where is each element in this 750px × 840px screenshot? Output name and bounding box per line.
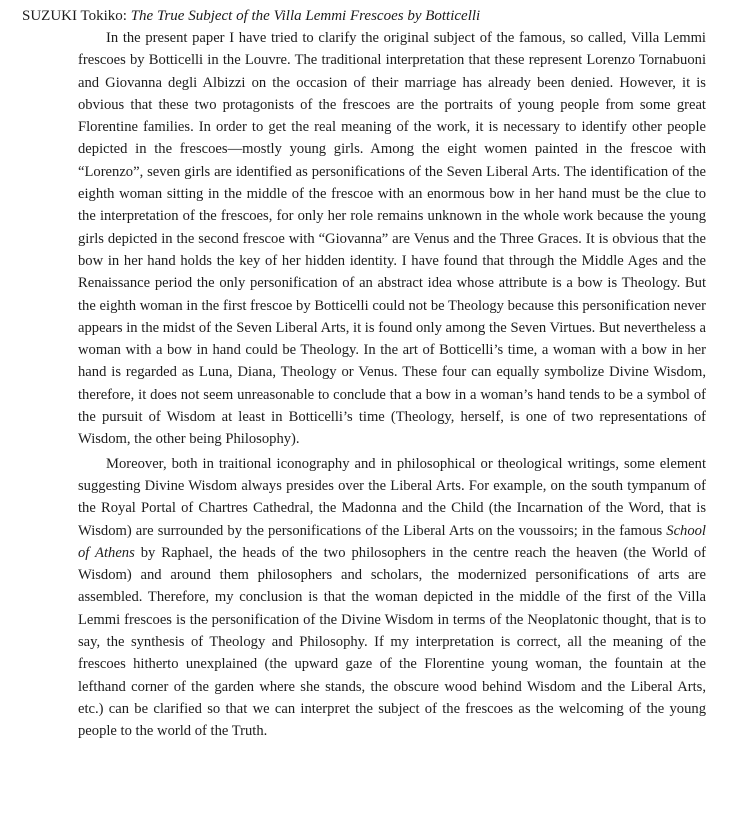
paragraph-2-after: by Raphael, the heads of the two philosophers in the centre reach the heaven (the World of Wisdom) and around them philosophers and scholars, the modernized personifications of arts are assembled. Therefore, my conclusion is that the woman depicted in the middle of the first of the Villa Lemmi frescoes is the personification of the Divine Wisdom in terms of the Neoplatonic thought, that is to say, the synthesis of Theology and Philosophy. If my interpretation is correct, all the meaning of the frescoes hitherto unexplained (the upward gaze of the Florentine young woman, the fountain at the lefthand corner of the garden where she stands, the obscure wood behind Wisdom and the Liberal Arts, etc.) can be clarified so that we can interpret the subject of the frescoes as the welcoming of the young people to the world of the Truth. [78, 544, 706, 740]
header-separator: : [122, 8, 127, 24]
article-title: The True Subject of the Villa Lemmi Frescoes by Botticelli [130, 8, 481, 24]
article-header [22, 6, 706, 26]
paragraph-2-before: Moreover, both in traitional iconography and in philosophical or theological writings, some element suggesting Divine Wisdom always presides over the Liberal Arts. For example, on the south tympanum of the Royal Portal of Chartres Cathedral, the Madonna and the Child (the Incarnation of the Word, that is Wisdom) are surrounded by the personifications of the Liberal Arts on the voussoirs; in the famous [78, 455, 706, 539]
paragraph-1: In the present paper I have tried to clarify the original subject of the famous, so called, Villa Lemmi frescoes by Botticelli in the Louvre. The traditional interpretation that these represent Lorenzo Tornabuoni and Giovanna degli Albizzi on the occasion of their marriage has already been denied. However, it is obvious that these two protagonists of the frescoes are the portraits of young people from some great Florentine families. In order to get the real meaning of the work, it is necessary to identify other people depicted in the frescoes—mostly young girls. Among the eight women painted in the frescoe with “Lorenzo”, seven girls are identified as personifications of the Seven Liberal Arts. The identification of the eighth woman sitting in the middle of the frescoe with an enormous bow in her hand must be the clue to the interpretation of the frescoes, for only her role remains unknown in the whole work because the young girls depicted in the second frescoe with “Giovanna” are Venus and the Three Graces. It is obvious that the bow in her hand holds the key of her hidden identity. I have found that through the Middle Ages and the Renaissance period the only personification of an abstract idea whose attribute is a bow is Theology. But the eighth woman in the first frescoe by Botticelli could not be Theology because this personification never appears in the midst of the Seven Liberal Arts, it is found only among the Seven Virtues. But nevertheless a woman with a bow in hand could be Theology. In the art of Botticelli’s time, a woman with a bow in her hand is regarded as Luna, Diana, Theology or Venus. These four can equally symbolize Divine Wisdom, therefore, it does not seem unreasonable to conclude that a bow in a woman’s hand tends to be a symbol of the pursuit of Wisdom at least in Botticelli’s time (Theology, herself, is one of two representations of Wisdom, the other being Philosophy). [78, 30, 706, 448]
author-name: SUZUKI Tokiko [22, 8, 123, 24]
artwork-title: School of Athens [78, 522, 706, 561]
paragraph-2 [78, 453, 706, 743]
